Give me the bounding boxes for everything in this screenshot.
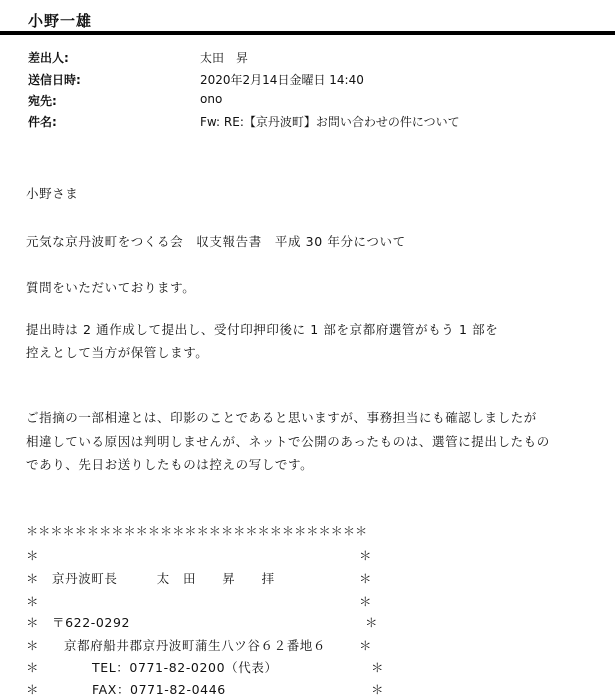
signature-border-top: ＊＊＊＊＊＊＊＊＊＊＊＊＊＊＊＊＊＊＊＊＊＊＊＊＊＊＊＊ xyxy=(26,524,368,538)
paragraph-line: 提出時は 2 通作成して提出し、受付印押印後に 1 部を京都府選管がもう 1 部を xyxy=(26,322,499,337)
header-divider xyxy=(0,31,615,35)
greeting: 小野さま xyxy=(26,186,79,201)
signature-fax: FAX：0771-82-0446 xyxy=(92,682,226,697)
sender-name-header: 小野一雄 xyxy=(28,12,93,30)
paragraph-line: であり、先日お送りしたものは控えの写しです。 xyxy=(26,457,314,472)
signature-tel: TEL：0771-82-0200（代表） xyxy=(92,660,278,675)
signature-star: ＊ xyxy=(26,571,40,586)
paragraph-line: 相違している原因は判明しませんが、ネットで公開のあったものは、選管に提出したもの xyxy=(26,434,550,449)
to-value: ono xyxy=(200,92,223,106)
from-label: 差出人: xyxy=(28,51,69,65)
subject-label: 件名: xyxy=(28,115,57,129)
signature-star: ＊ xyxy=(359,594,373,609)
signature-star: ＊ xyxy=(26,615,40,630)
topic-line: 元気な京丹波町をつくる会 収支報告書 平成 30 年分について xyxy=(26,234,406,249)
sent-label: 送信日時: xyxy=(28,73,81,87)
signature-star: ＊ xyxy=(26,682,40,697)
from-value: 太田 昇 xyxy=(200,51,249,65)
signature-star: ＊ xyxy=(26,548,40,563)
signature-star: ＊ xyxy=(359,571,373,586)
signature-star: ＊ xyxy=(371,660,385,675)
signature-star: ＊ xyxy=(359,548,373,563)
signature-postal: 〒622-0292 xyxy=(52,615,131,630)
paragraph-line: 控えとして当方が保管します。 xyxy=(26,345,209,360)
body-line: 質問をいただいております。 xyxy=(26,280,196,295)
paragraph-line: ご指摘の一部相違とは、印影のことであると思いますが、事務担当にも確認しましたが xyxy=(26,410,537,425)
sent-value: 2020年2月14日金曜日 14:40 xyxy=(200,73,364,87)
signature-star: ＊ xyxy=(26,594,40,609)
signature-star: ＊ xyxy=(371,682,385,697)
signature-address: 京都府船井郡京丹波町蒲生八ツ谷６２番地６ xyxy=(64,638,327,653)
signature-title: 京丹波町長 太 田 昇 拝 xyxy=(52,571,275,586)
to-label: 宛先: xyxy=(28,94,57,108)
subject-value: Fw: RE:【京丹波町】お問い合わせの件について xyxy=(200,115,460,129)
signature-star: ＊ xyxy=(26,660,40,675)
signature-star: ＊ xyxy=(365,615,379,630)
signature-star: ＊ xyxy=(26,638,40,653)
signature-star: ＊ xyxy=(359,638,373,653)
